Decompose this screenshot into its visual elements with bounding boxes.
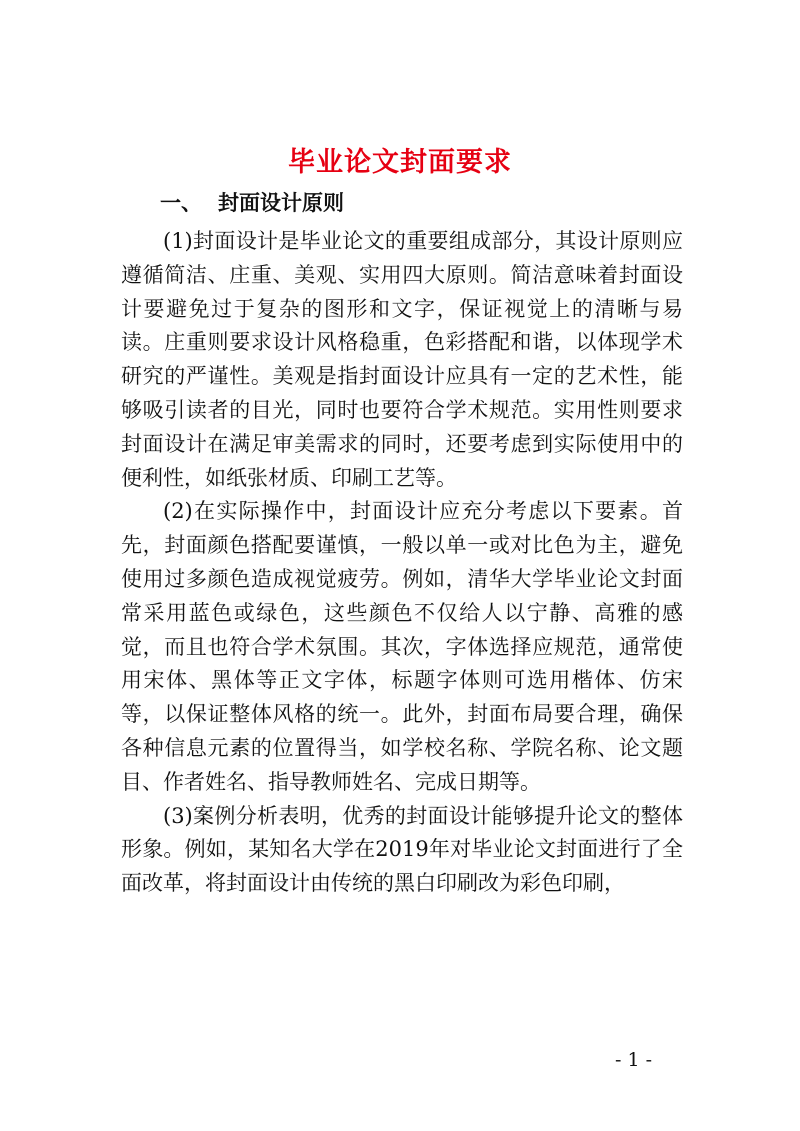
- section-heading-text: 封面设计原则: [218, 191, 344, 215]
- paragraph-3: (3)案例分析表明，优秀的封面设计能够提升论文的整体形象。例如，某知名大学在2019年对毕业论文封面进行了全面改革，将封面设计由传统的黑白印刷改为彩色印刷，: [121, 803, 683, 896]
- document-title: 毕业论文封面要求: [288, 147, 512, 178]
- paragraph-1: (1)封面设计是毕业论文的重要组成部分，其设计原则应遵循简洁、庄重、美观、实用四大原则。简洁意味着封面设计要避免过于复杂的图形和文字，保证视觉上的清晰与易读。庄重则要求设计风格稳重，色彩搭配和谐，以体现学术研究的严谨性。美观是指封面设计应具有一定的艺术性，能够吸引读者的目光，同时也要符合学术规范。实用性则要求封面设计在满足审美需求的同时，还要考虑到实际使用中的便利性，如纸张材质、印刷工艺等。: [121, 229, 683, 490]
- section-heading: [160, 187, 344, 217]
- section-number: 一、: [160, 191, 202, 215]
- paragraph-2: (2)在实际操作中，封面设计应充分考虑以下要素。首先，封面颜色搭配要谨慎，一般以单一或对比色为主，避免使用过多颜色造成视觉疲劳。例如，清华大学毕业论文封面常采用蓝色或绿色，这些颜色不仅给人以宁静、高雅的感觉，而且也符合学术氛围。其次，字体选择应规范，通常使用宋体、黑体等正文字体，标题字体则可选用楷体、仿宋等，以保证整体风格的统一。此外，封面布局要合理，确保各种信息元素的位置得当，如学校名称、学院名称、论文题目、作者姓名、指导教师姓名、完成日期等。: [121, 499, 683, 794]
- page-number: - 1 -: [615, 1049, 653, 1071]
- body-text: [121, 225, 683, 901]
